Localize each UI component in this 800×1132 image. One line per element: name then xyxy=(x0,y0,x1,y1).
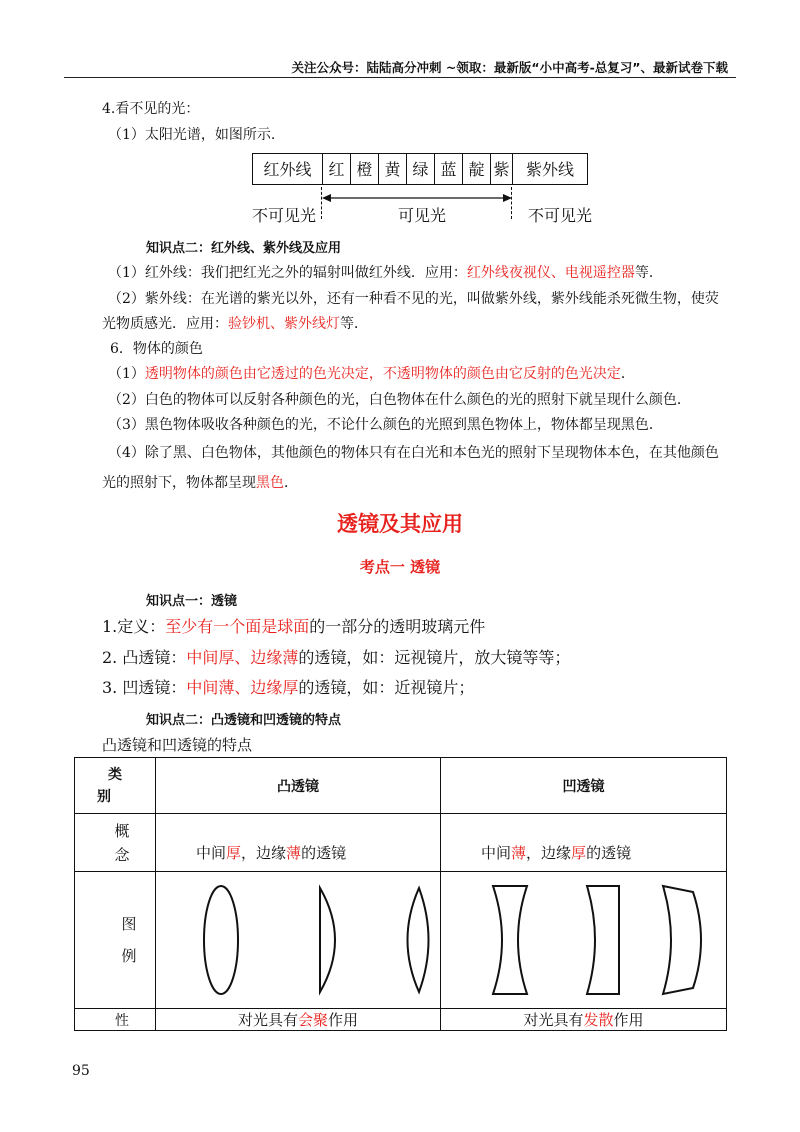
header-category xyxy=(75,758,156,814)
spectrum-cell-green: 绿 xyxy=(406,153,434,185)
header-rule xyxy=(64,77,736,78)
text-span: 的透镜 xyxy=(301,844,347,862)
table-row-concept xyxy=(75,814,727,872)
text-span: 的透镜，如：近视镜片； xyxy=(298,678,475,697)
text-span: 作用 xyxy=(613,1011,644,1029)
label-invisible-right: 不可见光 xyxy=(528,206,593,225)
text-span: （1） xyxy=(108,366,145,382)
meniscus-concave-lens-icon xyxy=(663,886,701,994)
text-span: 的透镜，如：远视镜片，放大镜等等； xyxy=(298,648,571,667)
spectrum-cell-ultraviolet: 紫外线 xyxy=(512,153,588,185)
highlight-text: 验钞机、紫外线灯 xyxy=(228,316,340,332)
section-title: 透镜及其应用 xyxy=(337,511,463,536)
text-span: （1）红外线：我们把红光之外的辐射叫做红外线．应用： xyxy=(108,265,467,281)
highlight-text: 中间厚、边缘薄 xyxy=(186,648,299,667)
table-caption: 凸透镜和凹透镜的特点 xyxy=(102,736,253,754)
kp-ir-paragraph xyxy=(108,262,663,282)
highlight-text: 会聚 xyxy=(297,1011,328,1029)
table-row-property xyxy=(75,1009,727,1031)
lens-definition xyxy=(102,614,485,637)
biconvex-lens-icon xyxy=(204,886,238,994)
label-invisible-left: 不可见光 xyxy=(252,206,317,225)
table-header-row xyxy=(75,758,727,814)
spectrum-cell-yellow: 黄 xyxy=(378,153,406,185)
section-6-p4-line1: （4）除了黑、白色物体，其他颜色的物体只有在白光和本色光的照射下呈现物体本色，在其他颜色 xyxy=(108,445,719,461)
row-label-concept-line2: 念 xyxy=(114,845,130,864)
highlight-text: 红外线夜视仪、电视遥控器 xyxy=(466,265,635,281)
concave-diagram-cell xyxy=(441,872,727,1009)
subsection-title: 考点一 透镜 xyxy=(359,558,441,576)
plano-convex-lens-icon xyxy=(320,888,335,992)
section-6-title: 6．物体的颜色 xyxy=(110,341,203,357)
text-span: 对光具有 xyxy=(237,1011,298,1029)
biconcave-lens-icon xyxy=(493,886,527,994)
plano-concave-lens-icon xyxy=(587,886,619,994)
text-span: 等． xyxy=(340,316,368,332)
highlight-text: 中间薄、边缘厚 xyxy=(186,678,299,697)
text-span: 1.定义： xyxy=(102,617,166,636)
convex-lens-drawings xyxy=(156,872,441,1008)
lens-comparison-table xyxy=(74,757,727,1031)
page-header: 关注公众号：陆陆高分冲刺 ~领取：最新版“小中高考-总复习”、最新试卷下载 xyxy=(291,60,728,75)
text-span: 3. 凹透镜： xyxy=(102,678,187,697)
kp-ir-uv-title: 知识点二：红外线、紫外线及应用 xyxy=(146,241,342,256)
spectrum-cell-orange: 橙 xyxy=(350,153,378,185)
spectrum-cell-blue: 蓝 xyxy=(434,153,462,185)
text-span: 2. 凸透镜： xyxy=(102,648,187,667)
text-span: 中间 xyxy=(481,844,512,862)
concave-lens-definition xyxy=(102,675,474,698)
label-visible: 可见光 xyxy=(398,206,447,225)
text-span: ． xyxy=(620,366,635,382)
section-6-p4-line2 xyxy=(102,472,298,492)
section-4-item1: （1）太阳光谱，如图所示. xyxy=(108,127,276,143)
kp-lens-characteristics-title: 知识点二：凸透镜和凹透镜的特点 xyxy=(146,713,342,728)
section-6-p1 xyxy=(108,363,635,383)
highlight-text: 薄 xyxy=(286,844,302,862)
text-span: ，边缘 xyxy=(526,844,572,862)
kp-uv-paragraph-line1: （2）紫外线：在光谱的紫光以外，还有一种看不见的光，叫做紫外线，紫外线能杀死微生物，使荧 xyxy=(108,291,719,307)
text-span: 对光具有 xyxy=(523,1011,584,1029)
concave-lens-drawings xyxy=(441,872,727,1008)
convex-property-cell xyxy=(156,1009,441,1031)
highlight-text: 薄 xyxy=(511,844,527,862)
row-label-concept-line1: 概 xyxy=(114,821,130,840)
text-span: ． xyxy=(284,475,298,491)
row-label-diagram xyxy=(75,872,156,1009)
header-convex: 凸透镜 xyxy=(156,758,441,814)
highlight-text: 厚 xyxy=(571,844,587,862)
highlight-text: 黑色 xyxy=(256,475,284,491)
text-span: 的透镜 xyxy=(586,844,632,862)
text-span: 中间 xyxy=(196,844,227,862)
section-4-title: 4.看不见的光： xyxy=(102,101,200,117)
convex-concept-cell xyxy=(156,814,441,872)
text-span: 光物质感光．应用： xyxy=(102,316,228,332)
section-6-p3: （3）黑色物体吸收各种颜色的光，不论什么颜色的光照到黑色物体上，物体都呈现黑色． xyxy=(108,417,663,433)
header-concave: 凹透镜 xyxy=(441,758,727,814)
row-label-diagram-line2: 例 xyxy=(121,947,137,965)
section-6-p2: （2）白色的物体可以反射各种颜色的光，白色物体在什么颜色的光的照射下就呈现什么颜色． xyxy=(108,392,691,408)
convex-diagram-cell xyxy=(156,872,441,1009)
header-category-line1: 类 xyxy=(108,766,122,783)
kp-lens-title: 知识点一：透镜 xyxy=(146,594,238,609)
spectrum-cell-red: 红 xyxy=(322,153,350,185)
text-span: ，边缘 xyxy=(241,844,287,862)
page-number: 95 xyxy=(72,1063,90,1079)
text-span: 的一部分的透明玻璃元件 xyxy=(309,617,486,636)
highlight-text: 厚 xyxy=(226,844,242,862)
row-label-diagram-line1: 图 xyxy=(121,915,137,933)
table-row-diagram xyxy=(75,872,727,1009)
row-label-concept xyxy=(75,814,156,872)
concave-property-cell xyxy=(441,1009,727,1031)
convex-lens-definition xyxy=(102,645,570,668)
meniscus-convex-lens-icon xyxy=(408,888,429,992)
spectrum-cell-infrared: 红外线 xyxy=(252,153,322,185)
spectrum-cell-indigo: 靛 xyxy=(462,153,490,185)
concave-concept-cell xyxy=(441,814,727,872)
highlight-text: 透明物体的颜色由它透过的色光决定，不透明物体的颜色由它反射的色光决定 xyxy=(144,366,621,382)
text-span: 作用 xyxy=(328,1011,359,1029)
kp-uv-paragraph-line2 xyxy=(102,313,368,333)
header-category-line2: 别 xyxy=(97,788,111,805)
text-span: 等． xyxy=(634,265,663,281)
highlight-text: 发散 xyxy=(583,1011,614,1029)
highlight-text: 至少有一个面是球面 xyxy=(165,617,310,636)
row-label-property: 性 xyxy=(75,1009,156,1031)
text-span: 光的照射下，物体都呈现 xyxy=(102,475,256,491)
spectrum-cell-violet: 紫 xyxy=(490,153,512,185)
